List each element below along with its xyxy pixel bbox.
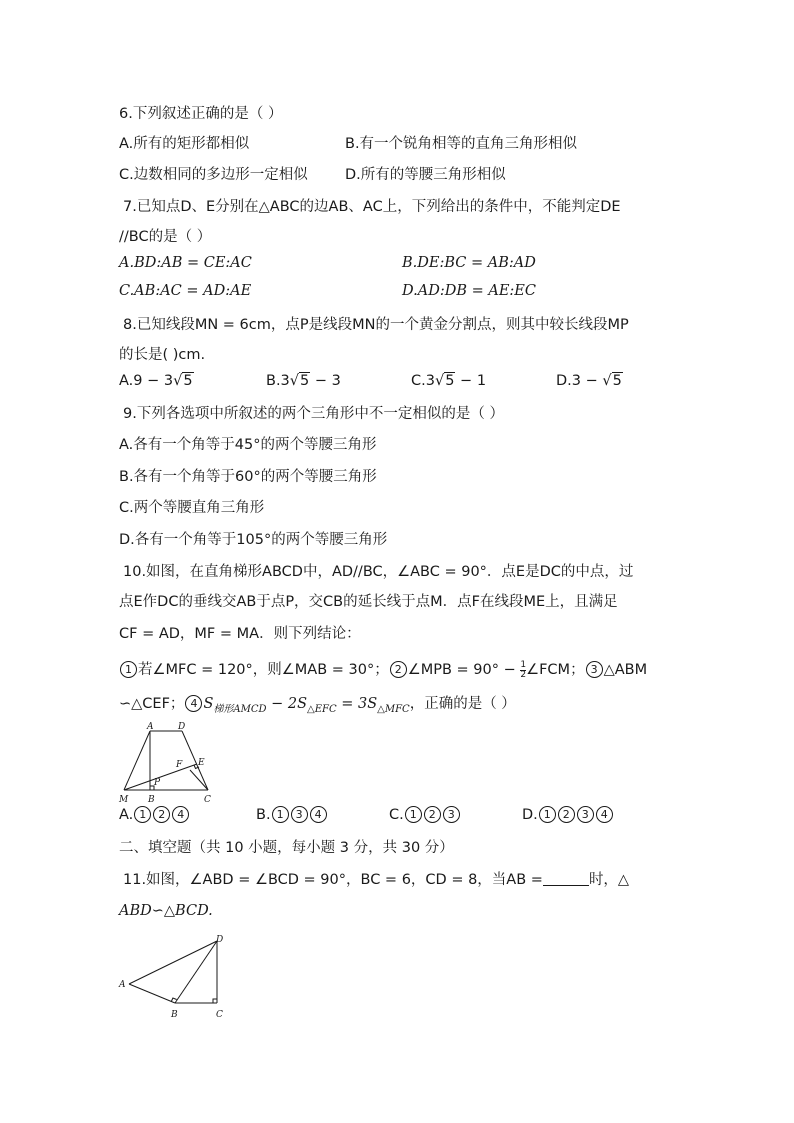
circled-2: 2 (390, 661, 407, 678)
circled-num: 4 (172, 806, 189, 823)
circled-4: 4 (185, 695, 202, 712)
q8-b-radicand: 5 (300, 373, 310, 389)
area-symbol: S (203, 696, 214, 712)
fraction-numerator: 1 (520, 659, 527, 670)
circled-num: 1 (405, 806, 422, 823)
q8-option-c: C.3√5 − 1 (411, 373, 487, 389)
label-D: D (216, 935, 224, 945)
q10-line2: 点E作DC的垂线交AB于点P，交CB的延长线于点M．点F在线段ME上，且满足 (119, 594, 618, 610)
q7-option-d: D.AD:DB = AE:EC (402, 283, 536, 299)
q8-c-radicand: 5 (445, 373, 455, 389)
label-B: B (171, 1010, 178, 1020)
conclusion-2-tail: ∠FCM； (526, 662, 585, 678)
q6-stem: 6.下列叙述正确的是（ ） (119, 106, 283, 122)
label-D: D (178, 722, 186, 732)
fraction-denominator: 2 (520, 669, 527, 680)
q8-stem-line1: 8.已知线段MN = 6cm，点P是线段MN的一个黄金分割点，则其中较长线段MP (123, 317, 629, 333)
area-sub-mfc: △MFC (377, 703, 410, 715)
label-B: B (148, 795, 155, 805)
q10-option-a (119, 805, 190, 825)
q11-triangle-figure (114, 932, 234, 1024)
conclusion-3-text: △ABM (603, 662, 648, 678)
circled-num: 4 (596, 806, 613, 823)
q7-stem-line2: //BC的是（ ） (119, 229, 212, 245)
q8-option-a: A.9 − 3√5 (119, 373, 193, 389)
section-2-heading: 二、填空题（共 10 小题，每小题 3 分，共 30 分） (119, 840, 454, 856)
q10-option-d (522, 805, 614, 825)
q7-option-c: C.AB:AC = AD:AE (119, 283, 252, 299)
q8-b-suffix: − 3 (310, 373, 341, 389)
label-C: C (216, 1010, 223, 1020)
q11-line1 (123, 870, 629, 890)
label-F: F (176, 760, 183, 770)
label-A: A (147, 722, 154, 732)
circled-num: 2 (153, 806, 170, 823)
q6-option-c: C.边数相同的多边形一定相似 (119, 167, 308, 183)
q8-c-prefix: C.3 (411, 373, 435, 389)
q6-option-d: D.所有的等腰三角形相似 (345, 167, 506, 183)
option-b-letter: B. (256, 807, 271, 823)
q8-stem-line2: 的长是( )cm. (119, 347, 206, 363)
conclusion-2-text: ∠MPB = 90° − (407, 662, 521, 678)
conclusion-3-tail: ∽△CEF； (119, 696, 185, 712)
circled-num: 1 (539, 806, 556, 823)
answer-blank[interactable] (543, 871, 589, 886)
q8-option-b: B.3√5 − 3 (266, 373, 341, 389)
conclusion-4-mid2: = 3S (336, 696, 378, 712)
q10-option-c (389, 805, 461, 825)
q7-stem-line1: 7.已知点D、E分别在△ABC的边AB、AC上，下列给出的条件中，不能判定DE (123, 199, 621, 215)
q8-d-radicand: 5 (612, 373, 622, 389)
q9-stem: 9.下列各选项中所叙述的两个三角形中不一定相似的是（ ） (123, 406, 504, 422)
q8-a-radicand: 5 (183, 373, 193, 389)
q10-line1: 10.如图，在直角梯形ABCD中，AD//BC，∠ABC = 90°．点E是DC的中点，过 (123, 564, 634, 580)
conclusion-4-mid: − 2S (266, 696, 308, 712)
q8-option-d: D.3 − √5 (556, 373, 622, 389)
q8-d-prefix: D.3 − (556, 373, 603, 389)
circled-num: 2 (424, 806, 441, 823)
circled-3: 3 (586, 661, 603, 678)
circled-1: 1 (120, 661, 137, 678)
q9-option-a: A.各有一个角等于45°的两个等腰三角形 (119, 437, 377, 453)
q11-stem-tail: 时，△ (588, 872, 630, 888)
option-a-letter: A. (119, 807, 134, 823)
q10-line5 (119, 694, 516, 720)
label-A: A (119, 980, 126, 990)
circled-num: 2 (558, 806, 575, 823)
label-C: C (204, 795, 211, 805)
q7-option-a: A.BD:AB = CE:AC (119, 255, 252, 271)
q6-option-a: A.所有的矩形都相似 (119, 136, 250, 152)
circled-num: 1 (272, 806, 289, 823)
q11-stem: 11.如图，∠ABD = ∠BCD = 90°，BC = 6，CD = 8，当AB = (123, 872, 543, 888)
q10-conclusions-line (119, 660, 647, 680)
q9-option-d: D.各有一个角等于105°的两个等腰三角形 (119, 532, 388, 548)
label-E: E (198, 758, 205, 768)
q9-option-c: C.两个等腰直角三角形 (119, 500, 265, 516)
option-c-letter: C. (389, 807, 404, 823)
q10-trapezoid-figure (114, 718, 224, 808)
q8-b-prefix: B.3 (266, 373, 290, 389)
q10-option-b (256, 805, 328, 825)
circled-num: 3 (291, 806, 308, 823)
circled-num: 3 (443, 806, 460, 823)
conclusion-1-text: 若∠MFC = 120°，则∠MAB = 30°； (138, 662, 389, 678)
circled-num: 3 (577, 806, 594, 823)
label-M: M (119, 795, 129, 805)
q10-line3: CF = AD，MF = MA．则下列结论： (119, 626, 361, 642)
q10-question-tail: ，正确的是（ ） (409, 696, 516, 712)
circled-num: 4 (310, 806, 327, 823)
option-d-letter: D. (522, 807, 538, 823)
area-sub-trapezoid: 梯形AMCD (213, 703, 267, 715)
area-sub-efc: △EFC (307, 703, 337, 715)
q8-a-prefix: A.9 − 3 (119, 373, 174, 389)
q8-c-suffix: − 1 (455, 373, 487, 389)
q6-option-b: B.有一个锐角相等的直角三角形相似 (345, 136, 578, 152)
q7-option-b: B.DE:BC = AB:AD (402, 255, 536, 271)
circled-num: 1 (134, 806, 151, 823)
label-P: P (154, 778, 161, 788)
q11-line2: ABD∽△BCD. (119, 903, 213, 919)
q9-option-b: B.各有一个角等于60°的两个等腰三角形 (119, 469, 377, 485)
